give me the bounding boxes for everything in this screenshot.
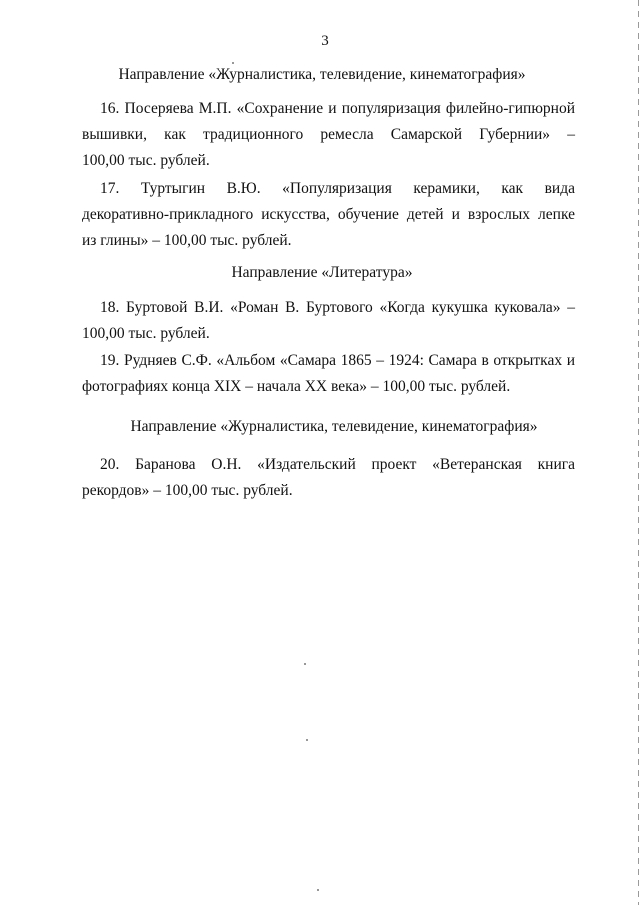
scan-speck [317, 889, 319, 891]
list-item-line: 20. Баранова О.Н. «Издательский проект «Ветеранская книга [100, 456, 575, 473]
scan-edge-artifact [638, 0, 639, 905]
scan-speck [304, 663, 306, 665]
list-item-line: 19. Рудняев С.Ф. «Альбом «Самара 1865 – 1924: Самара в открытках и [100, 352, 575, 369]
list-item-line: 16. Посеряева М.П. «Сохранение и популяризация филейно-гипюрной [100, 100, 575, 117]
scan-speck [232, 62, 234, 64]
list-item-line: декоративно-прикладного искусства, обучение детей и взрослых лепке [82, 206, 575, 223]
section-heading: Направление «Литература» [231, 264, 413, 281]
list-item-line: 100,00 тыс. рублей. [82, 152, 210, 169]
list-item-line: вышивки, как традиционного ремесла Самарской Губернии» – [82, 126, 575, 143]
list-item-line: 17. Туртыгин В.Ю. «Популяризация керамики, как вида [100, 180, 575, 197]
section-heading: Направление «Журналистика, телевидение, кинематография» [118, 66, 526, 83]
list-item-line: из глины» – 100,00 тыс. рублей. [82, 232, 292, 249]
list-item-line: рекордов» – 100,00 тыс. рублей. [82, 482, 293, 499]
list-item-line: фотографиях конца XIX – начала XX века» – 100,00 тыс. рублей. [82, 378, 511, 395]
scan-speck [306, 739, 308, 741]
section-heading: Направление «Журналистика, телевидение, кинематография» [130, 418, 538, 435]
list-item-line: 18. Буртовой В.И. «Роман В. Буртового «Когда кукушка куковала» – [100, 299, 575, 316]
page-number: 3 [321, 33, 329, 49]
list-item-line: 100,00 тыс. рублей. [82, 325, 210, 342]
